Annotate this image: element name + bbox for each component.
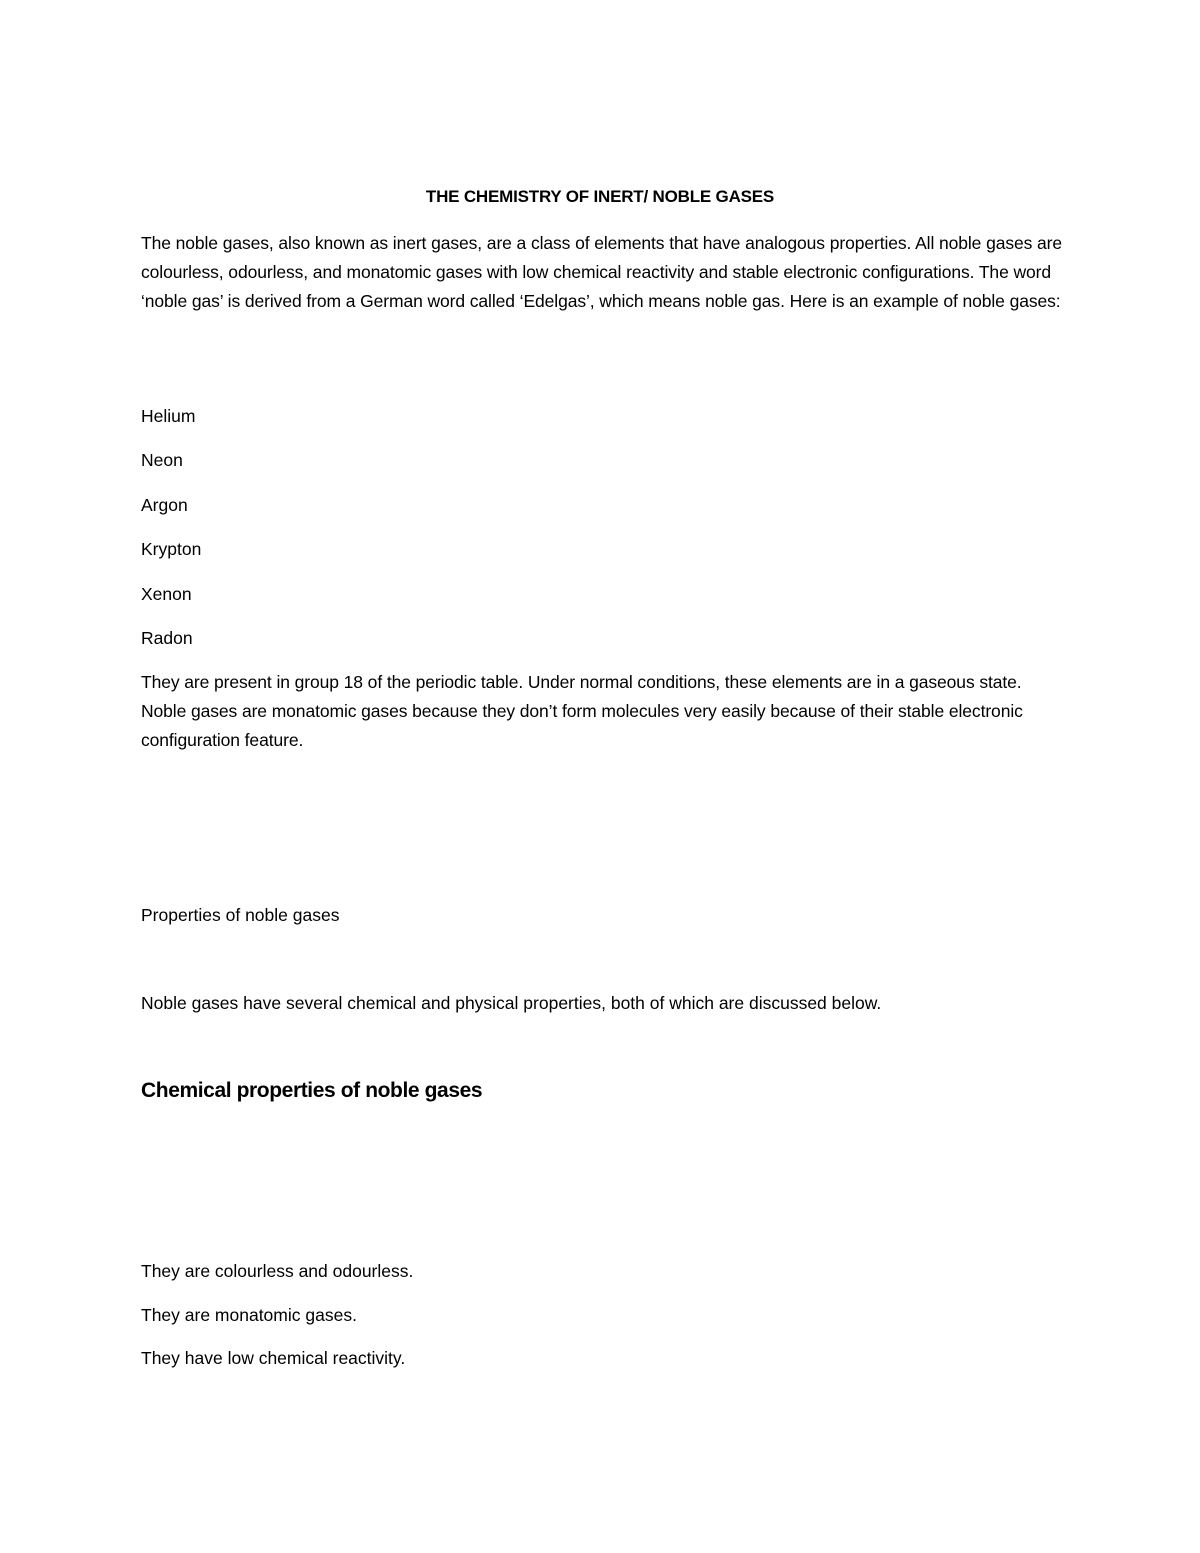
group-paragraph: They are present in group 18 of the periodic table. Under normal conditions, these elements are in a gaseous state. Noble gases are monatomic gases because they don’t form molecules very easily because of their stable electronic configuration feature. [141, 672, 1023, 750]
list-item: They are monatomic gases. [141, 1304, 357, 1325]
document-title: THE CHEMISTRY OF INERT/ NOBLE GASES [425, 187, 775, 206]
list-item-xenon: Xenon [141, 583, 192, 604]
chemical-properties-list [141, 1257, 413, 1388]
list-item-argon: Argon [141, 494, 188, 515]
properties-label: Properties of noble gases [141, 905, 340, 925]
noble-gas-list [141, 402, 201, 668]
list-item: They have low chemical reactivity. [141, 1348, 406, 1369]
list-item-helium: Helium [141, 406, 196, 426]
properties-intro: Noble gases have several chemical and physical properties, both of which are discussed below. [141, 993, 882, 1013]
chemical-properties-heading: Chemical properties of noble gases [141, 1079, 483, 1102]
list-item-krypton: Krypton [141, 539, 202, 560]
list-item: They are colourless and odourless. [141, 1261, 414, 1281]
intro-paragraph: The noble gases, also known as inert gases, are a class of elements that have analogous properties. All noble gases are colourless, odourless, and monatomic gases with low chemical reactivity and stable electronic configurations. The word ‘noble gas’ is derived from a German word called ‘Edelgas’, which means noble gas. Here is an example of noble gases: [141, 233, 1063, 311]
list-item-neon: Neon [141, 450, 183, 471]
list-item-radon: Radon [141, 627, 193, 648]
